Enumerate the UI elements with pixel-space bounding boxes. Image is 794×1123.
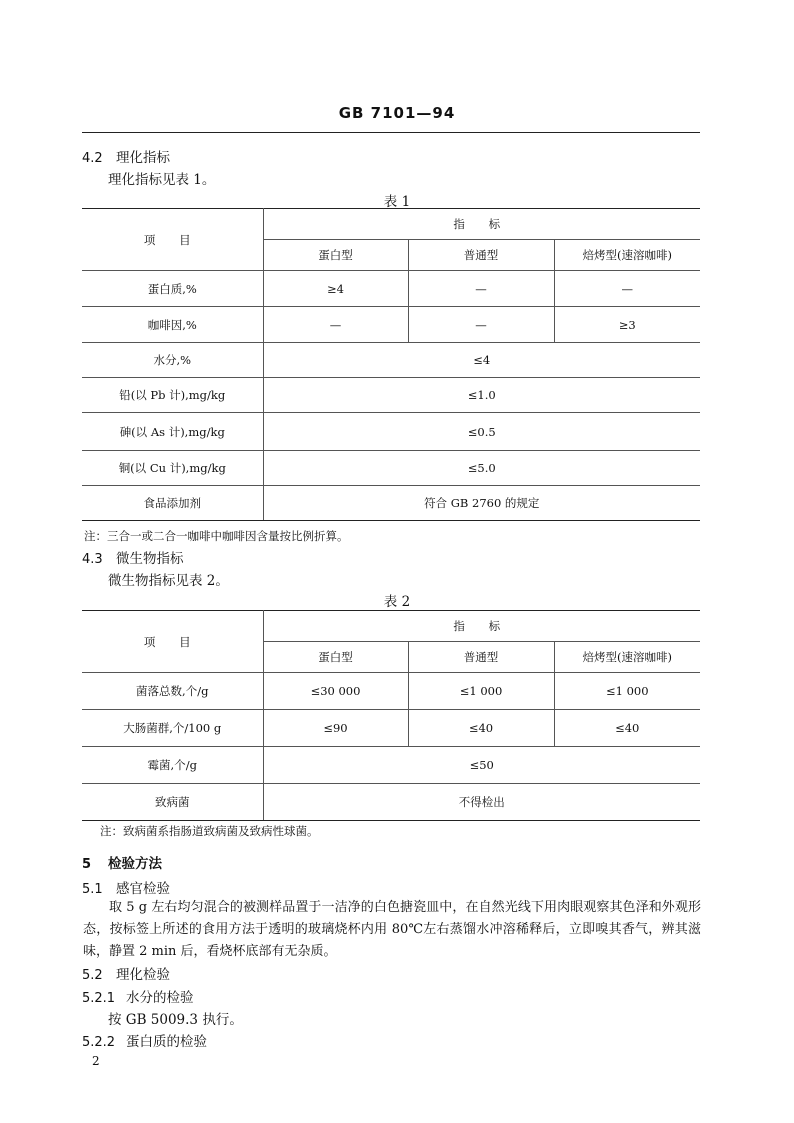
cell-value: ≤1 000 — [554, 673, 700, 710]
section-5-1-heading — [82, 877, 170, 897]
section-number: 4.2 — [82, 151, 103, 166]
table-row — [82, 413, 700, 451]
row-label: 铜(以 Cu 计),mg/kg — [82, 451, 263, 486]
cell-value: ≤30 000 — [263, 673, 408, 710]
sub-header-regular: 普通型 — [408, 642, 554, 673]
cell-value: ≤90 — [263, 710, 408, 747]
cell-value: 符合 GB 2760 的规定 — [263, 486, 700, 521]
cell-value: ≥3 — [554, 307, 700, 343]
cell-value: ≤40 — [554, 710, 700, 747]
section-number: 5.2 — [82, 968, 103, 983]
cell-value: ≤50 — [263, 747, 700, 784]
row-label: 大肠菌群,个/100 g — [82, 710, 263, 747]
section-5-heading — [82, 852, 162, 872]
section-5-1-body — [83, 897, 701, 963]
row-label: 致病菌 — [82, 784, 263, 821]
col-header-indicator: 指 标 — [263, 611, 700, 642]
table2-caption: 表 2 — [383, 594, 411, 610]
section-number: 5 — [82, 857, 92, 872]
cell-value: ≤40 — [408, 710, 554, 747]
standard-number-header: GB 7101—94 — [338, 104, 456, 122]
section-number: 5.2.2 — [82, 1035, 116, 1050]
sub-header-protein: 蛋白型 — [263, 642, 408, 673]
cell-value: — — [554, 271, 700, 307]
table-row — [82, 343, 700, 378]
cell-value: — — [408, 307, 554, 343]
cell-value: ≤1 000 — [408, 673, 554, 710]
table-row — [82, 307, 700, 343]
section-title: 检验方法 — [108, 856, 162, 872]
sub-header-roasted: 焙烤型(速溶咖啡) — [554, 642, 700, 673]
cell-value: ≤4 — [263, 343, 700, 378]
section-title: 理化检验 — [116, 967, 170, 983]
row-label: 蛋白质,% — [82, 271, 263, 307]
section-5-2-1-body: 按 GB 5009.3 执行。 — [108, 1012, 243, 1028]
section-5-2-2-heading — [82, 1030, 207, 1050]
table1-caption: 表 1 — [383, 194, 411, 210]
cell-value: ≤1.0 — [263, 378, 700, 413]
section-title: 感官检验 — [116, 881, 170, 897]
sub-header-protein: 蛋白型 — [263, 240, 408, 271]
table1-note: 注：三合一或二合一咖啡中咖啡因含量按比例折算。 — [84, 529, 349, 543]
cell-value: — — [408, 271, 554, 307]
col-header-item: 项 目 — [82, 209, 263, 271]
row-label: 食品添加剂 — [82, 486, 263, 521]
table-row — [82, 451, 700, 486]
section-number: 5.1 — [82, 882, 103, 897]
section-title: 理化指标 — [116, 150, 170, 166]
table-row — [82, 747, 700, 784]
sub-header-roasted: 焙烤型(速溶咖啡) — [554, 240, 700, 271]
col-header-indicator: 指 标 — [263, 209, 700, 240]
section-4-3-heading — [82, 547, 184, 567]
row-label: 菌落总数,个/g — [82, 673, 263, 710]
col-header-item: 项 目 — [82, 611, 263, 673]
table-2 — [82, 610, 700, 821]
cell-value: ≤5.0 — [263, 451, 700, 486]
table2-note: 注：致病菌系指肠道致病菌及致病性球菌。 — [100, 824, 319, 838]
paragraph: 取 5 g 左右均匀混合的被测样品置于一洁净的白色搪瓷皿中，在自然光线下用肉眼观察其色泽和外观形态，按标签上所述的食用方法于透明的玻璃烧杯内用 80℃左右蒸馏水冲溶稀释后，立即嗅其香气，辨其滋味，静置 2 min 后，看烧杯底部有无杂质。 — [83, 900, 701, 959]
table-row — [82, 271, 700, 307]
table-row — [82, 378, 700, 413]
page-number: 2 — [92, 1054, 100, 1068]
table-row — [82, 673, 700, 710]
section-number: 5.2.1 — [82, 991, 116, 1006]
row-label: 水分,% — [82, 343, 263, 378]
section-title: 蛋白质的检验 — [126, 1034, 207, 1050]
cell-value: 不得检出 — [263, 784, 700, 821]
section-5-2-1-heading — [82, 986, 194, 1006]
table-row — [82, 784, 700, 821]
section-title: 微生物指标 — [116, 551, 184, 567]
row-label: 铅(以 Pb 计),mg/kg — [82, 378, 263, 413]
cell-value: ≤0.5 — [263, 413, 700, 451]
row-label: 咖啡因,% — [82, 307, 263, 343]
section-4-2-intro: 理化指标见表 1。 — [108, 172, 216, 188]
section-number: 4.3 — [82, 552, 103, 567]
table-row — [82, 710, 700, 747]
section-5-2-heading — [82, 963, 170, 983]
header-rule — [82, 132, 700, 133]
cell-value: — — [263, 307, 408, 343]
section-title: 水分的检验 — [126, 990, 194, 1006]
row-label: 砷(以 As 计),mg/kg — [82, 413, 263, 451]
sub-header-regular: 普通型 — [408, 240, 554, 271]
table-row — [82, 486, 700, 521]
section-4-3-intro: 微生物指标见表 2。 — [108, 573, 229, 589]
section-4-2-heading — [82, 146, 170, 166]
cell-value: ≥4 — [263, 271, 408, 307]
row-label: 霉菌,个/g — [82, 747, 263, 784]
table-1 — [82, 208, 700, 521]
